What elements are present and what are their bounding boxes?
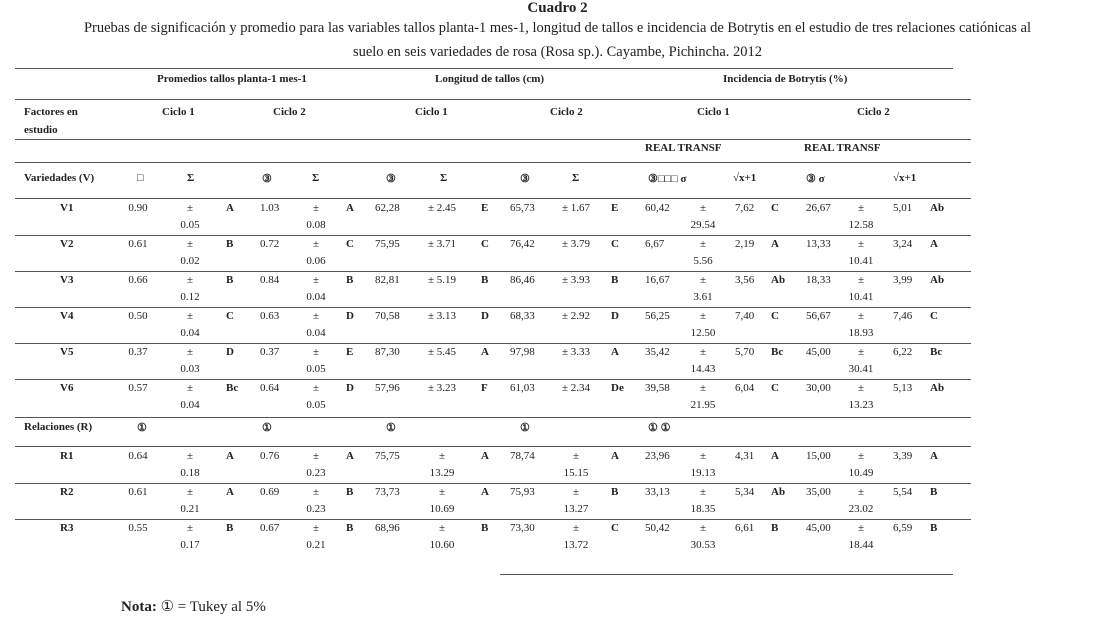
table-cell: C (481, 238, 489, 250)
col-symbol: Σ (187, 172, 195, 184)
table-cell: ± (438, 450, 446, 462)
row-rule (15, 235, 971, 236)
col-symbol: ③ (386, 173, 396, 185)
table-cell: ± (857, 382, 865, 394)
std-dev-cell: 18.44 (848, 539, 874, 551)
table-cell: ± (699, 382, 707, 394)
table-cell: A (481, 450, 489, 462)
table-cell: 56,67 (806, 310, 831, 322)
table-cell: ± (699, 238, 707, 250)
table-cell: ± 2.45 (427, 202, 457, 214)
table-cell: A (771, 450, 779, 462)
table-cell: Bc (226, 382, 239, 394)
table-cell: ± (699, 486, 707, 498)
table-cell: ± 3.23 (427, 382, 457, 394)
group-header-botrytis: Incidencia de Botrytis (%) (723, 73, 848, 85)
table-cell: 61,03 (510, 382, 535, 394)
table-cell: ± 3.93 (561, 274, 591, 286)
table-cell: ± (312, 382, 320, 394)
table-cell: ± (438, 486, 446, 498)
std-dev-cell: 30.41 (848, 363, 874, 375)
table-cell: B (226, 522, 234, 534)
cycle-label: Ciclo 1 (697, 106, 730, 118)
table-cell: ± (312, 346, 320, 358)
table-cell: 78,74 (510, 450, 535, 462)
table-cell: ± (312, 522, 320, 534)
table-cell: ± (186, 202, 194, 214)
row-rule (15, 519, 971, 520)
table-cell: 0.64 (128, 450, 148, 462)
std-dev-cell: 15.15 (563, 467, 589, 479)
table-cell: 0.67 (260, 522, 280, 534)
table-cell: 3,99 (893, 274, 913, 286)
table-cell: 2,19 (735, 238, 755, 250)
row-label: R2 (60, 486, 74, 498)
table-cell: A (481, 486, 489, 498)
col-symbol: Σ (572, 172, 580, 184)
std-dev-cell: 18.93 (848, 327, 874, 339)
table-cell: 75,95 (375, 238, 400, 250)
row-label: V6 (60, 382, 74, 394)
rule-header (15, 198, 971, 199)
table-cell: ± (312, 238, 320, 250)
table-cell: A (226, 486, 234, 498)
table-cell: 7,46 (893, 310, 913, 322)
col-symbol: √x+1 (893, 172, 917, 184)
table-cell: ± (186, 274, 194, 286)
cycle-label: Ciclo 2 (273, 106, 306, 118)
footnote (121, 597, 266, 616)
table-cell: Ab (930, 274, 945, 286)
table-cell: ± (857, 346, 865, 358)
std-dev-cell: 0.21 (180, 503, 200, 515)
rule-relaciones-header (15, 446, 971, 447)
table-cell: 0.72 (260, 238, 280, 250)
std-dev-cell: 0.04 (306, 291, 326, 303)
table-cell: ± (572, 486, 580, 498)
std-dev-cell: 13.27 (563, 503, 589, 515)
std-dev-cell: 0.06 (306, 255, 326, 267)
row-label: V2 (60, 238, 74, 250)
std-dev-cell: 19.13 (690, 467, 716, 479)
table-cell: ± (699, 450, 707, 462)
table-cell: B (346, 522, 354, 534)
table-cell: 39,58 (645, 382, 670, 394)
table-cell: 0.37 (128, 346, 148, 358)
table-cell: De (611, 382, 624, 394)
table-cell: 4,31 (735, 450, 755, 462)
std-dev-cell: 0.04 (306, 327, 326, 339)
table-cell: ± (699, 274, 707, 286)
table-cell: ± (699, 310, 707, 322)
table-cell: D (481, 310, 489, 322)
table-cell: ± 1.67 (561, 202, 591, 214)
row-rule (15, 343, 971, 344)
table-cell: A (346, 450, 354, 462)
table-cell: B (611, 274, 619, 286)
table-cell: B (771, 522, 779, 534)
std-dev-cell: 0.17 (180, 539, 200, 551)
std-dev-cell: 18.35 (690, 503, 716, 515)
table-cell: 0.63 (260, 310, 280, 322)
table-cell: C (771, 310, 779, 322)
table-cell: 57,96 (375, 382, 400, 394)
std-dev-cell: 0.08 (306, 219, 326, 231)
group-header-longitud: Longitud de tallos (cm) (435, 73, 545, 85)
row-rule (15, 307, 971, 308)
std-dev-cell: 0.05 (306, 363, 326, 375)
cycle-label: Ciclo 1 (415, 106, 448, 118)
table-cell: 86,46 (510, 274, 535, 286)
std-dev-cell: 23.02 (848, 503, 874, 515)
table-cell: C (346, 238, 354, 250)
table-cell: A (611, 346, 619, 358)
std-dev-cell: 0.18 (180, 467, 200, 479)
table-cell: 1.03 (260, 202, 280, 214)
table-cell: 97,98 (510, 346, 535, 358)
row-label: V4 (60, 310, 74, 322)
table-cell: 0.69 (260, 486, 280, 498)
footnote-label: Nota: (121, 599, 157, 615)
table-cell: ± (312, 450, 320, 462)
table-cell: 87,30 (375, 346, 400, 358)
table-cell: ± (186, 522, 194, 534)
rule-bottom (500, 574, 953, 575)
table-cell: 6,59 (893, 522, 913, 534)
table-cell: 0.55 (128, 522, 148, 534)
table-cell: ± (699, 202, 707, 214)
table-cell: ± 3.33 (561, 346, 591, 358)
table-cell: 60,42 (645, 202, 670, 214)
table-cell: B (481, 274, 489, 286)
table-cell: ± (186, 238, 194, 250)
row-label: V1 (60, 202, 74, 214)
std-dev-cell: 3.61 (693, 291, 713, 303)
table-cell: 16,67 (645, 274, 670, 286)
table-cell: ± (857, 202, 865, 214)
col-symbol: ③ (262, 173, 272, 185)
col-symbol: Σ (312, 172, 320, 184)
row-rule (15, 271, 971, 272)
table-cell: ± 2.92 (561, 310, 591, 322)
table-cell: ± 3.13 (427, 310, 457, 322)
table-cell: ± (699, 346, 707, 358)
std-dev-cell: 12.50 (690, 327, 716, 339)
table-cell: B (611, 486, 619, 498)
tukey-mark: ① (262, 422, 272, 434)
caption-line-1: Pruebas de significación y promedio para las variables tallos planta-1 mes-1, longitud de tallos e incidencia de Botrytis en el estudio de tres relaciones catiónicas al (83, 20, 1032, 36)
table-cell: 3,56 (735, 274, 755, 286)
table-cell: A (481, 346, 489, 358)
std-dev-cell: 5.56 (693, 255, 713, 267)
table-cell: 13,33 (806, 238, 831, 250)
std-dev-cell: 0.12 (180, 291, 200, 303)
col-symbol: ③ (520, 173, 530, 185)
table-cell: ± (572, 450, 580, 462)
col-symbol: Σ (440, 172, 448, 184)
table-cell: B (226, 238, 234, 250)
std-dev-cell: 10.41 (848, 255, 874, 267)
footnote-text: ① = Tukey al 5% (160, 599, 266, 615)
factors-label-2: estudio (24, 124, 58, 136)
row-rule (15, 483, 971, 484)
table-cell: ± (699, 522, 707, 534)
table-cell: B (346, 486, 354, 498)
table-cell: Ab (930, 202, 945, 214)
caption-line-2: suelo en seis variedades de rosa (Rosa sp.). Cayambe, Pichincha. 2012 (352, 44, 763, 60)
real-transf-label: REAL TRANSF (645, 142, 722, 154)
table-cell: 35,42 (645, 346, 670, 358)
table-cell: 7,62 (735, 202, 755, 214)
table-cell: C (226, 310, 234, 322)
table-cell: 15,00 (806, 450, 831, 462)
group-header-tallos: Promedios tallos planta-1 mes-1 (157, 73, 307, 85)
rule-top (15, 68, 953, 69)
table-cell: 73,30 (510, 522, 535, 534)
table-cell: ± (857, 450, 865, 462)
table-cell: A (226, 202, 234, 214)
std-dev-cell: 0.23 (306, 467, 326, 479)
table-cell: C (611, 238, 619, 250)
table-cell: B (226, 274, 234, 286)
table-cell: 33,13 (645, 486, 670, 498)
tukey-mark: ① (137, 422, 147, 434)
table-cell: 0.90 (128, 202, 148, 214)
rule-group (15, 99, 971, 100)
table-cell: ± 3.79 (561, 238, 591, 250)
relaciones-label: Relaciones (R) (24, 421, 93, 433)
col-symbol: ③ σ (806, 173, 825, 185)
table-cell: A (930, 450, 938, 462)
table-title: Cuadro 2 (527, 0, 588, 16)
table-cell: ± (186, 382, 194, 394)
std-dev-cell: 0.03 (180, 363, 200, 375)
table-cell: 75,93 (510, 486, 535, 498)
table-cell: ± 2.34 (561, 382, 591, 394)
std-dev-cell: 0.02 (180, 255, 200, 267)
table-cell: Ab (771, 486, 786, 498)
table-cell: ± (857, 238, 865, 250)
std-dev-cell: 0.05 (306, 399, 326, 411)
table-cell: 6,67 (645, 238, 665, 250)
tukey-mark: ① (386, 422, 396, 434)
std-dev-cell: 0.04 (180, 327, 200, 339)
table-cell: ± (857, 486, 865, 498)
table-cell: B (930, 486, 938, 498)
col-symbol: □ (137, 172, 144, 184)
std-dev-cell: 29.54 (690, 219, 716, 231)
table-cell: 0.66 (128, 274, 148, 286)
table-cell: 5,34 (735, 486, 755, 498)
std-dev-cell: 14.43 (690, 363, 716, 375)
variedades-label: Variedades (V) (24, 172, 95, 184)
table-cell: E (611, 202, 619, 214)
std-dev-cell: 10.41 (848, 291, 874, 303)
table-cell: 0.76 (260, 450, 280, 462)
table-cell: 70,58 (375, 310, 400, 322)
table-cell: 3,39 (893, 450, 913, 462)
table-cell: 0.50 (128, 310, 148, 322)
table-cell: 18,33 (806, 274, 831, 286)
table-cell: ± 5.19 (427, 274, 457, 286)
std-dev-cell: 0.05 (180, 219, 200, 231)
table-cell: E (481, 202, 489, 214)
table-cell: ± (572, 522, 580, 534)
row-label: V5 (60, 346, 74, 358)
table-cell: E (346, 346, 354, 358)
table-cell: 6,22 (893, 346, 913, 358)
std-dev-cell: 13.29 (429, 467, 455, 479)
table-cell: 50,42 (645, 522, 670, 534)
row-rule (15, 379, 971, 380)
table-cell: 0.61 (128, 238, 148, 250)
table-cell: D (611, 310, 619, 322)
std-dev-cell: 12.58 (848, 219, 874, 231)
table-cell: C (771, 382, 779, 394)
table-cell: 62,28 (375, 202, 400, 214)
table-cell: B (346, 274, 354, 286)
table-cell: ± (186, 486, 194, 498)
table-cell: ± (857, 522, 865, 534)
row-label: R1 (60, 450, 74, 462)
tukey-mark: ① (520, 422, 530, 434)
table-cell: 0.37 (260, 346, 280, 358)
table-cell: D (226, 346, 234, 358)
table-cell: B (930, 522, 938, 534)
table-cell: 45,00 (806, 522, 831, 534)
cycle-label: Ciclo 2 (857, 106, 890, 118)
table-cell: 0.57 (128, 382, 148, 394)
table-cell: ± (857, 310, 865, 322)
table-cell: Ab (930, 382, 945, 394)
std-dev-cell: 13.23 (848, 399, 874, 411)
table-cell: Bc (771, 346, 784, 358)
col-symbol: √x+1 (733, 172, 757, 184)
table-cell: 68,33 (510, 310, 535, 322)
std-dev-cell: 0.23 (306, 503, 326, 515)
table-cell: ± (312, 486, 320, 498)
std-dev-cell: 13.72 (563, 539, 589, 551)
table-cell: A (346, 202, 354, 214)
table-cell: 65,73 (510, 202, 535, 214)
table-cell: D (346, 382, 354, 394)
table-cell: ± 3.71 (427, 238, 457, 250)
table-cell: A (930, 238, 938, 250)
table-cell: ± (857, 274, 865, 286)
std-dev-cell: 0.21 (306, 539, 326, 551)
table-cell: 26,67 (806, 202, 831, 214)
table-cell: ± (186, 450, 194, 462)
table-cell: 76,42 (510, 238, 535, 250)
col-symbol: ③□□□ σ (648, 173, 687, 185)
table-cell: 68,96 (375, 522, 400, 534)
table-cell: 6,61 (735, 522, 755, 534)
table-cell: C (771, 202, 779, 214)
table-cell: Bc (930, 346, 943, 358)
cycle-label: Ciclo 1 (162, 106, 195, 118)
table-cell: A (771, 238, 779, 250)
table-cell: ± (186, 346, 194, 358)
table-cell: ± (186, 310, 194, 322)
table-cell: 82,81 (375, 274, 400, 286)
table-cell: A (226, 450, 234, 462)
std-dev-cell: 30.53 (690, 539, 716, 551)
table-cell: 3,24 (893, 238, 913, 250)
table-cell: 0.84 (260, 274, 280, 286)
table-cell: ± 5.45 (427, 346, 457, 358)
table-cell: 5,54 (893, 486, 913, 498)
factors-label-1: Factores en (24, 106, 78, 118)
table-cell: C (611, 522, 619, 534)
table-cell: ± (438, 522, 446, 534)
table-cell: F (481, 382, 488, 394)
table-cell: 7,40 (735, 310, 755, 322)
table-cell: 6,04 (735, 382, 755, 394)
cycle-label: Ciclo 2 (550, 106, 583, 118)
table-cell: C (930, 310, 938, 322)
table-cell: 35,00 (806, 486, 831, 498)
table-cell: 30,00 (806, 382, 831, 394)
table-cell: D (346, 310, 354, 322)
row-label: R3 (60, 522, 74, 534)
rule-cycle (15, 139, 971, 140)
table-cell: Ab (771, 274, 786, 286)
table-cell: 75,75 (375, 450, 400, 462)
table-cell: 0.61 (128, 486, 148, 498)
std-dev-cell: 0.04 (180, 399, 200, 411)
table-cell: 56,25 (645, 310, 670, 322)
table-cell: 0.64 (260, 382, 280, 394)
table-cell: ± (312, 274, 320, 286)
row-label: V3 (60, 274, 74, 286)
table-cell: B (481, 522, 489, 534)
table-cell: ± (312, 202, 320, 214)
rule-variedades-end (15, 417, 971, 418)
table-cell: 5,13 (893, 382, 913, 394)
std-dev-cell: 10.49 (848, 467, 874, 479)
table-cell: 5,01 (893, 202, 913, 214)
std-dev-cell: 10.69 (429, 503, 455, 515)
rule-transf (15, 162, 971, 163)
std-dev-cell: 21.95 (690, 399, 716, 411)
table-cell: 45,00 (806, 346, 831, 358)
tukey-mark: ① ① (648, 422, 671, 434)
table-cell: ± (312, 310, 320, 322)
real-transf-label: REAL TRANSF (804, 142, 881, 154)
table-cell: A (611, 450, 619, 462)
std-dev-cell: 10.60 (429, 539, 455, 551)
table-cell: 73,73 (375, 486, 400, 498)
table-cell: 23,96 (645, 450, 670, 462)
table-cell: 5,70 (735, 346, 755, 358)
